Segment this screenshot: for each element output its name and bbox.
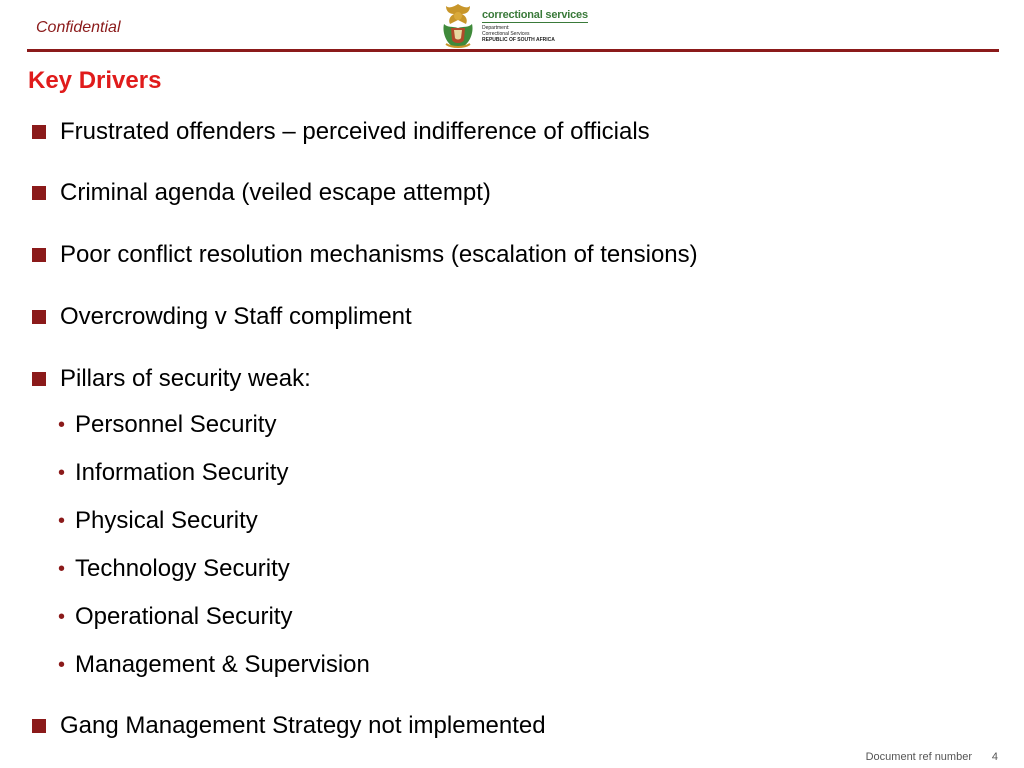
square-bullet-icon xyxy=(32,310,46,324)
square-bullet-icon xyxy=(32,186,46,200)
sub-bullet-item xyxy=(58,555,290,583)
dot-bullet-icon: • xyxy=(58,413,66,436)
dot-bullet-icon: • xyxy=(58,461,66,484)
slide-title: Key Drivers xyxy=(28,67,162,94)
bullet-item xyxy=(28,118,650,146)
logo-text xyxy=(482,9,588,43)
header-rule xyxy=(27,49,999,52)
sub-bullet-text: Personnel Security xyxy=(75,411,277,438)
footer-page-number: 4 xyxy=(991,751,998,763)
square-bullet-icon xyxy=(32,372,46,386)
dot-bullet-icon: • xyxy=(58,509,66,532)
dot-bullet-icon: • xyxy=(58,653,66,676)
bullet-item xyxy=(28,365,311,393)
dot-bullet-icon: • xyxy=(58,605,66,628)
sub-bullet-item xyxy=(58,603,292,631)
bullet-item xyxy=(28,712,546,740)
square-bullet-icon xyxy=(32,719,46,733)
dot-bullet-icon: • xyxy=(58,557,66,580)
bullet-text: Poor conflict resolution mechanisms (escalation of tensions) xyxy=(60,241,698,268)
sub-bullet-item xyxy=(58,459,288,487)
logo-name: correctional services xyxy=(482,9,588,21)
bullet-text: Overcrowding v Staff compliment xyxy=(60,303,412,330)
coat-of-arms-icon xyxy=(438,2,478,50)
sub-bullet-text: Physical Security xyxy=(75,507,258,534)
square-bullet-icon xyxy=(32,248,46,262)
footer-document-ref: Document ref number xyxy=(865,751,972,763)
sub-bullet-text: Technology Security xyxy=(75,555,290,582)
logo-line-2: Correctional Services xyxy=(482,31,530,37)
bullet-text: Gang Management Strategy not implemented xyxy=(60,712,546,739)
sub-bullet-item xyxy=(58,651,370,679)
bullet-item xyxy=(28,303,412,331)
sub-bullet-item xyxy=(58,507,258,535)
sub-bullet-text: Information Security xyxy=(75,459,289,486)
square-bullet-icon xyxy=(32,125,46,139)
sub-bullet-item xyxy=(58,411,276,439)
bullet-item xyxy=(28,179,491,207)
sub-bullet-text: Management & Supervision xyxy=(75,651,370,678)
bullet-text: Criminal agenda (veiled escape attempt) xyxy=(60,179,491,206)
bullet-item xyxy=(28,241,698,269)
department-logo xyxy=(436,0,590,52)
logo-line-1: Department: xyxy=(482,25,510,31)
sub-bullet-text: Operational Security xyxy=(75,603,293,630)
header-label: Confidential xyxy=(36,19,121,36)
bullet-text: Pillars of security weak: xyxy=(60,365,311,392)
logo-line-3: REPUBLIC OF SOUTH AFRICA xyxy=(482,37,555,43)
logo-divider xyxy=(482,22,588,23)
bullet-text: Frustrated offenders – perceived indifference of officials xyxy=(60,118,650,145)
